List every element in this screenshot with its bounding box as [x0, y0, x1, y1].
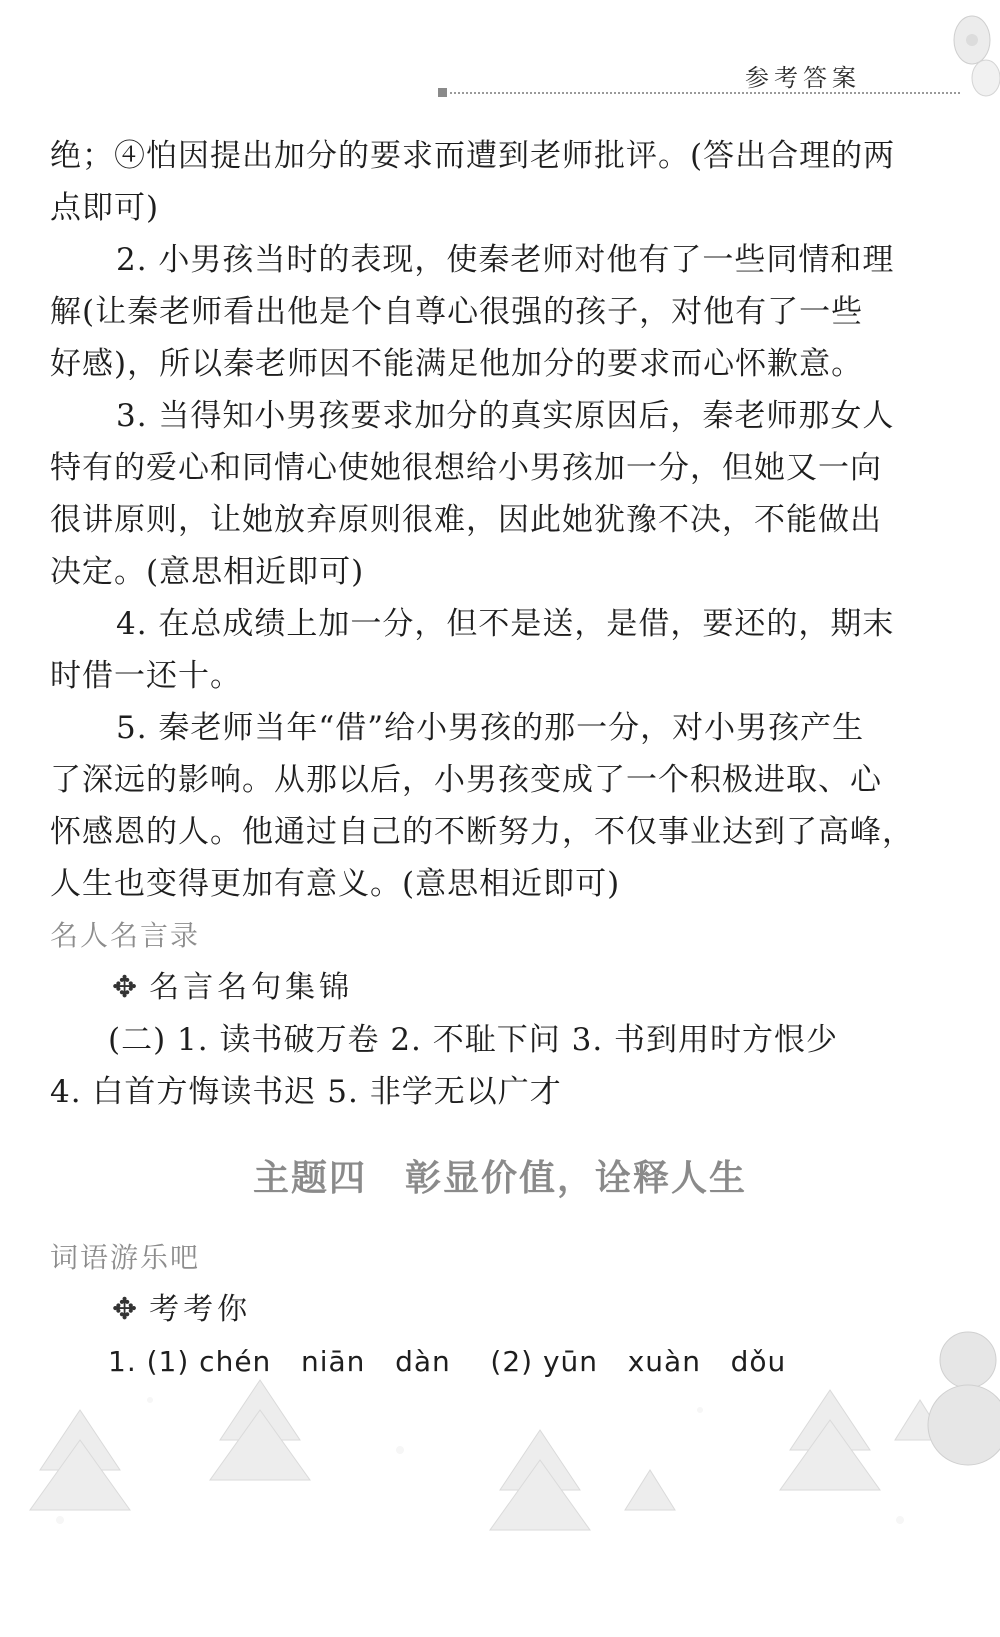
page-content [50, 130, 950, 1388]
four-diamond-bullet-icon: ✥ [112, 1292, 142, 1327]
header-title: 参考答案 [745, 64, 861, 92]
answer-line: 解(让秦老师看出他是个自尊心很强的孩子，对他有了一些 [50, 294, 864, 330]
snowy-trees-decoration [0, 1320, 1000, 1637]
pinyin-answer-line: 1. (1) chén niān dàn (2) yūn xuàn dǒu [108, 1345, 787, 1378]
subsection-title: 考考你 [149, 1292, 252, 1327]
subsection-title: 名言名句集锦 [149, 970, 354, 1005]
answer-line: 好感)，所以秦老师因不能满足他加分的要求而心怀歉意。 [50, 346, 864, 382]
answer-line: 了深远的影响。从那以后，小男孩变成了一个积极进取、心 [50, 762, 882, 798]
answer-line: 特有的爱心和同情心使她很想给小男孩加一分，但她又一向 [50, 450, 882, 486]
section-label-words: 词语游乐吧 [50, 1241, 201, 1274]
subsection-heading [50, 962, 950, 1014]
answer-line: 绝；④怕因提出加分的要求而遭到老师批评。(答出合理的两 [50, 138, 896, 174]
answer-line: 3. 当得知小男孩要求加分的真实原因后，秦老师那女人 [116, 398, 895, 434]
header-rule-marker [438, 88, 447, 97]
answer-line: 点即可) [50, 190, 160, 226]
answer-line: 时借一还十。 [50, 658, 242, 694]
answer-line: 4. 在总成绩上加一分，但不是送，是借，要还的，期末 [116, 606, 895, 642]
header-rule [450, 92, 960, 94]
answer-line: 5. 秦老师当年“借”给小男孩的那一分，对小男孩产生 [116, 710, 865, 746]
answer-line: (二) 1. 读书破万卷 2. 不耻下问 3. 书到用时方恨少 [108, 1022, 839, 1058]
answer-line: 4. 白首方悔读书迟 5. 非学无以广才 [50, 1074, 562, 1110]
answer-line: 决定。(意思相近即可) [50, 554, 365, 590]
section-label-famous-quotes: 名人名言录 [50, 919, 201, 952]
four-diamond-bullet-icon: ✥ [112, 970, 142, 1005]
answer-line: 2. 小男孩当时的表现，使秦老师对他有了一些同情和理 [116, 242, 895, 278]
answer-line: 怀感恩的人。他通过自己的不断努力，不仅事业达到了高峰， [50, 814, 914, 850]
theme-title: 主题四 彰显价值，诠释人生 [252, 1157, 747, 1199]
answer-line: 人生也变得更加有意义。(意思相近即可) [50, 866, 621, 902]
answer-line: 很讲原则，让她放弃原则很难，因此她犹豫不决，不能做出 [50, 502, 882, 538]
butterfly-icon [920, 0, 1000, 120]
